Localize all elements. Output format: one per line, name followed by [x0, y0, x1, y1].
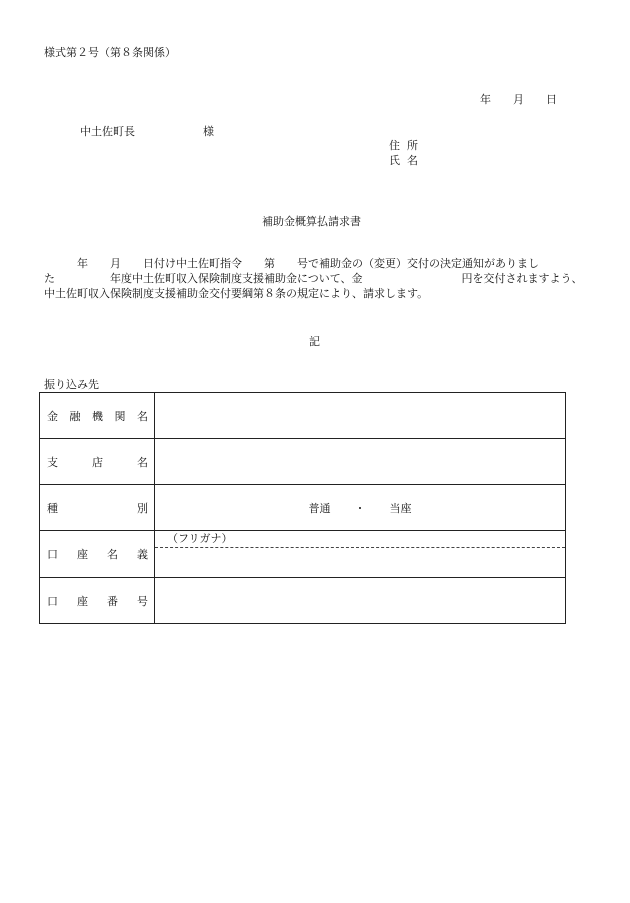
branch-field[interactable] [155, 439, 566, 485]
furigana-label: （フリガナ） [155, 531, 565, 548]
address-label: 住所 [389, 139, 425, 152]
honorific: 様 [203, 125, 214, 138]
table-row [40, 578, 566, 624]
date-line [480, 91, 557, 107]
mayor-title: 中土佐町長 [80, 125, 135, 138]
account-number-field[interactable] [155, 578, 566, 624]
body-line-1: 年 月 日付け中土佐町指令 第 号で補助金の（変更）交付の決定通知がありまし [44, 257, 539, 270]
request-body [44, 256, 592, 301]
date-year-label: 年 [480, 93, 491, 106]
bank-transfer-table [39, 392, 566, 624]
account-name-field[interactable] [155, 531, 566, 578]
bank-name-label: 金融機関名 [40, 393, 155, 439]
body-line-3: 中土佐町収入保険制度支援補助金交付要綱第８条の規定により、請求します。 [44, 287, 429, 300]
account-type-label: 種別 [40, 485, 155, 531]
account-type-field[interactable] [155, 485, 566, 531]
ki-heading: 記 [309, 335, 320, 348]
addressee [80, 123, 214, 139]
table-row [40, 439, 566, 485]
option-separator: ・ [354, 501, 366, 515]
date-month-label: 月 [513, 93, 524, 106]
bank-name-field[interactable] [155, 393, 566, 439]
document-title: 補助金概算払請求書 [262, 215, 361, 228]
transfer-destination-label: 振り込み先 [44, 378, 99, 391]
ordinary-option[interactable]: 普通 [308, 501, 331, 515]
date-day-label: 日 [546, 93, 557, 106]
table-row [40, 531, 566, 578]
form-number: 様式第２号（第８条関係） [44, 46, 176, 59]
name-label: 氏名 [389, 154, 425, 167]
account-name-input-area[interactable] [155, 548, 565, 577]
account-number-label: 口座番号 [40, 578, 155, 624]
table-row [40, 485, 566, 531]
branch-label: 支店名 [40, 439, 155, 485]
table-row [40, 393, 566, 439]
body-line-2: た 年度中土佐町収入保険制度支援補助金について、金 円を交付されますよう、 [44, 272, 583, 285]
applicant-block [389, 138, 425, 168]
account-name-label: 口座名義 [40, 531, 155, 578]
current-option[interactable]: 当座 [389, 501, 412, 515]
